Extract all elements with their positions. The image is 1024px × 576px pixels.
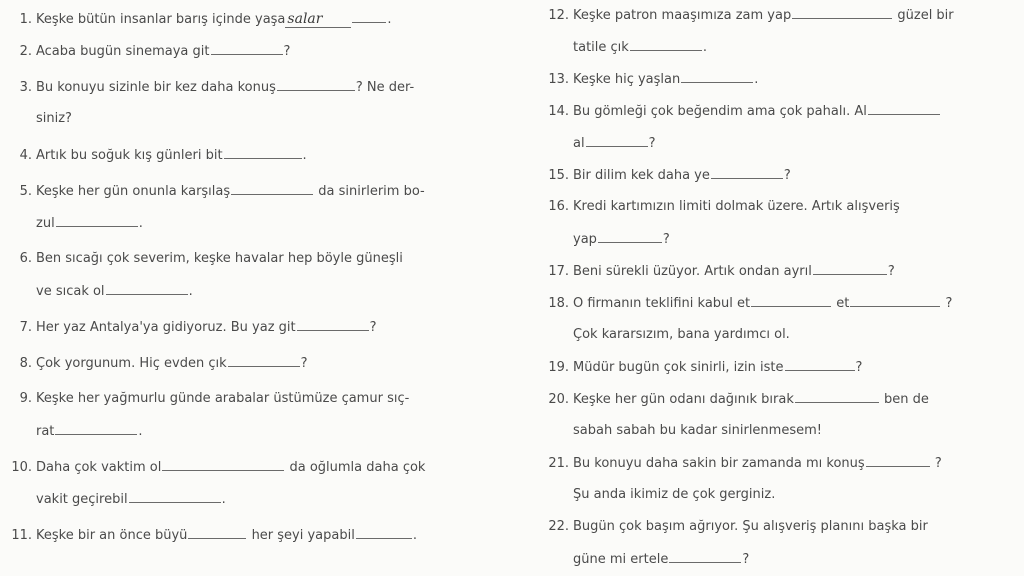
sentence-text: Keşke patron maaşımıza zam yap: [573, 8, 792, 23]
item-number: 15.: [548, 168, 569, 183]
sentence-text: O firmanın teklifini kabul et: [573, 296, 751, 311]
answer-blank[interactable]: [866, 452, 930, 467]
sentence-text: güne mi ertele: [573, 552, 669, 567]
sentence-10-cont: [8, 488, 513, 510]
sentence-5-cont: [8, 212, 513, 234]
item-number: 10.: [11, 460, 32, 475]
item-number: 18.: [548, 296, 569, 311]
sentence-21: [545, 452, 1005, 474]
sentence-text: Bugün çok başım ağrıyor. Şu alışveriş planını başka bir: [573, 519, 928, 534]
sentence-3: [8, 76, 513, 98]
answer-blank[interactable]: [224, 144, 302, 159]
answer-blank[interactable]: [795, 388, 879, 403]
answer-blank[interactable]: [56, 212, 138, 227]
sentence-20: [545, 388, 1005, 410]
sentence-5: [8, 180, 513, 202]
answer-blank[interactable]: [162, 456, 284, 471]
sentence-end: ?: [300, 356, 308, 371]
item-number: 3.: [19, 80, 32, 95]
item-number: 2.: [19, 44, 32, 59]
answer-blank[interactable]: [352, 8, 386, 23]
sentence-4: [8, 144, 513, 166]
item-number: 4.: [19, 148, 32, 163]
sentence-21-cont: [545, 484, 1005, 506]
answer-blank[interactable]: [231, 180, 313, 195]
answer-blank[interactable]: [868, 100, 940, 115]
item-number: 12.: [548, 8, 569, 23]
item-number: 16.: [548, 199, 569, 214]
sentence-15: [545, 164, 1005, 186]
item-number: 20.: [548, 392, 569, 407]
sentence-end: ?: [662, 232, 670, 247]
sentence-16-cont: [545, 228, 1005, 250]
sentence-text: her şeyi yapabil: [251, 528, 355, 543]
sentence-end: .: [138, 424, 143, 439]
sentence-8: [8, 352, 513, 374]
sentence-text: Bir dilim kek daha ye: [573, 168, 710, 183]
sentence-end: .: [221, 492, 226, 507]
answer-blank[interactable]: [188, 524, 246, 539]
item-number: 14.: [548, 104, 569, 119]
sentence-3-cont: [8, 108, 513, 130]
sentence-text: Beni sürekli üzüyor. Artık ondan ayrıl: [573, 264, 812, 279]
answer-blank[interactable]: [850, 292, 940, 307]
sentence-end: ?: [934, 456, 942, 471]
sentence-text: vakit geçirebil: [36, 492, 128, 507]
sentence-text: Kredi kartımızın limiti dolmak üzere. Artık alışveriş: [573, 199, 900, 214]
answer-blank[interactable]: [598, 228, 662, 243]
answer-blank[interactable]: [228, 352, 300, 367]
sentence-17: [545, 260, 1005, 282]
item-number: 21.: [548, 456, 569, 471]
sentence-text: zul: [36, 216, 55, 231]
sentence-text: Keşke hiç yaşlan: [573, 72, 681, 87]
sentence-text: Daha çok vaktim ol: [36, 460, 162, 475]
answer-blank[interactable]: [792, 4, 892, 19]
sentence-text: Keşke her yağmurlu günde arabalar üstümüze çamur sıç-: [36, 391, 410, 406]
sentence-19: [545, 356, 1005, 378]
answer-blank[interactable]: [356, 524, 412, 539]
sentence-end: ?: [855, 360, 863, 375]
sentence-text: Bu gömleği çok beğendim ama çok pahalı. Al: [573, 104, 867, 119]
sentence-text: ? Ne der-: [355, 80, 415, 95]
sentence-text: ve sıcak ol: [36, 284, 105, 299]
sentence-end: .: [138, 216, 143, 231]
sentence-text: güzel bir: [897, 8, 954, 23]
sentence-2: [8, 40, 513, 62]
sentence-14: [545, 100, 1005, 122]
sentence-text: Keşke her gün onunla karşılaş: [36, 184, 231, 199]
sentence-text: Artık bu soğuk kış günleri bit: [36, 148, 223, 163]
sentence-text: Çok kararsızım, bana yardımcı ol.: [573, 327, 790, 342]
sentence-end: ?: [283, 44, 291, 59]
sentence-end: .: [754, 72, 759, 87]
answer-blank[interactable]: [630, 36, 702, 51]
sentence-text: Bu konuyu sizinle bir kez daha konuş: [36, 80, 276, 95]
answer-blank[interactable]: [586, 132, 648, 147]
sentence-14-cont: [545, 132, 1005, 154]
sentence-text: Keşke bir an önce büyü: [36, 528, 188, 543]
sentence-7: [8, 316, 513, 338]
sentence-end: ?: [887, 264, 895, 279]
sentence-text: al: [573, 136, 585, 151]
sentence-text: Keşke bütün insanlar barış içinde yaşa: [36, 12, 286, 27]
sentence-9: [8, 388, 513, 410]
sentence-end: ?: [648, 136, 656, 151]
sentence-end: ?: [369, 320, 377, 335]
answer-blank[interactable]: [297, 316, 369, 331]
answer-blank[interactable]: [813, 260, 887, 275]
sentence-1: [8, 8, 513, 30]
sentence-12-cont: [545, 36, 1005, 58]
sentence-10: [8, 456, 513, 478]
sentence-text: Çok yorgunum. Hiç evden çık: [36, 356, 227, 371]
sentence-12: [545, 4, 1005, 26]
item-number: 7.: [19, 320, 32, 335]
sentence-22: [545, 516, 1005, 538]
sentence-text: rat: [36, 424, 55, 439]
sentence-end: ?: [742, 552, 750, 567]
sentence-text: da oğlumla daha çok: [289, 460, 426, 475]
answer-blank[interactable]: [106, 280, 188, 295]
item-number: 22.: [548, 519, 569, 534]
sentence-9-cont: [8, 420, 513, 442]
sentence-6-cont: [8, 280, 513, 302]
item-number: 5.: [19, 184, 32, 199]
item-number: 17.: [548, 264, 569, 279]
sentence-end: .: [387, 12, 392, 27]
sentence-18: [545, 292, 1005, 314]
answer-blank[interactable]: [669, 548, 741, 563]
answer-blank[interactable]: [129, 488, 221, 503]
sentence-end: .: [302, 148, 307, 163]
sentence-end: .: [188, 284, 193, 299]
sentence-end: .: [412, 528, 417, 543]
sentence-text: Ben sıcağı çok severim, keşke havalar hep böyle güneşli: [36, 251, 403, 266]
item-number: 13.: [548, 72, 569, 87]
sentence-text: siniz?: [36, 111, 72, 126]
answer-blank[interactable]: [277, 76, 355, 91]
sentence-18-cont: [545, 324, 1005, 346]
sentence-text: Şu anda ikimiz de çok gerginiz.: [573, 487, 776, 502]
item-number: 8.: [19, 356, 32, 371]
sentence-13: [545, 68, 1005, 90]
sentence-text: yap: [573, 232, 597, 247]
sentence-text: Müdür bugün çok sinirli, izin iste: [573, 360, 784, 375]
sentence-end: .: [702, 40, 707, 55]
sentence-6: [8, 248, 513, 270]
item-number: 1.: [19, 12, 32, 27]
sentence-end: ?: [783, 168, 791, 183]
sentence-text: et: [836, 296, 850, 311]
filled-answer: salar: [285, 11, 351, 28]
answer-blank[interactable]: [711, 164, 783, 179]
sentence-text: sabah sabah bu kadar sinirlenmesem!: [573, 423, 822, 438]
answer-blank[interactable]: [751, 292, 831, 307]
answer-blank[interactable]: [681, 68, 753, 83]
sentence-text: Her yaz Antalya'ya gidiyoruz. Bu yaz git: [36, 320, 296, 335]
sentence-22-cont: [545, 548, 1005, 570]
answer-blank[interactable]: [55, 420, 137, 435]
sentence-text: Bu konuyu daha sakin bir zamanda mı konuş: [573, 456, 865, 471]
sentence-text: Acaba bugün sinemaya git: [36, 44, 210, 59]
item-number: 6.: [19, 251, 32, 266]
sentence-text: ben de: [884, 392, 929, 407]
item-number: 11.: [11, 528, 32, 543]
item-number: 19.: [548, 360, 569, 375]
sentence-11: [8, 524, 513, 546]
sentence-20-cont: [545, 420, 1005, 442]
sentence-text: tatile çık: [573, 40, 629, 55]
sentence-text: da sinirlerim bo-: [318, 184, 425, 199]
answer-blank[interactable]: [785, 356, 855, 371]
sentence-16: [545, 196, 1005, 218]
sentence-end: ?: [945, 296, 953, 311]
sentence-text: Keşke her gün odanı dağınık bırak: [573, 392, 794, 407]
item-number: 9.: [19, 391, 32, 406]
answer-blank[interactable]: [211, 40, 283, 55]
